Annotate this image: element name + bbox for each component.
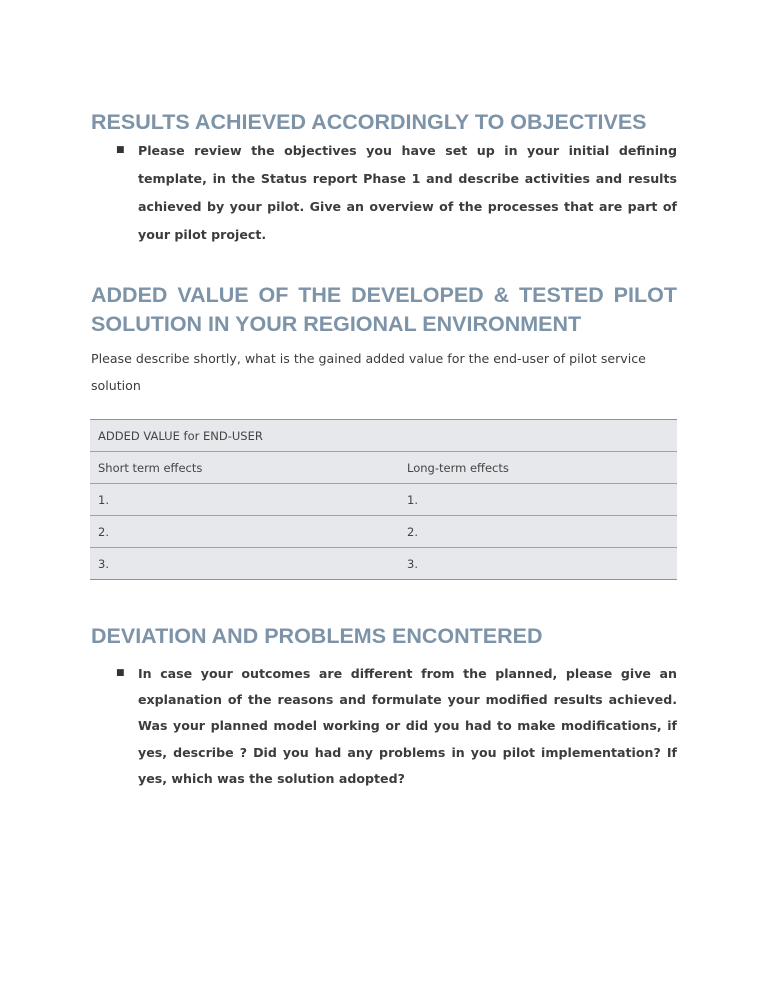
column-header-short-term: Short term effects [90,452,399,484]
heading-added-value: ADDED VALUE OF THE DEVELOPED & TESTED PILOT SOLUTION IN YOUR REGIONAL ENVIRONMENT [91,283,677,336]
added-value-instructions: Please describe shortly, what is the gained added value for the end-user of pilot service solution [91,351,646,393]
table-title-row [90,420,677,452]
table-cell[interactable]: 3. [399,548,677,580]
bullet-marker-icon: ■ [116,145,125,155]
results-instructions: Please review the objectives you have set up in your initial defining template, in the Status report Phase 1 and describe activities and results achieved by your pilot. Give an overview of the processes that are part of your pilot project. [138,143,677,242]
results-bullet [91,137,677,249]
table-title: ADDED VALUE for END-USER [90,420,677,452]
table-cell[interactable]: 3. [90,548,399,580]
table-cell[interactable]: 1. [90,484,399,516]
table-cell[interactable]: 2. [90,516,399,548]
column-header-long-term: Long-term effects [399,452,677,484]
deviation-instructions: In case your outcomes are different from the planned, please give an explanation of the reasons and formulate your modified results achieved. Was your planned model working or did you had to make modifications, if yes, describe ? Did you had any problems in you pilot implementation? If yes, which was the solution adopted? [138,666,677,786]
heading-deviation-problems: DEVIATION AND PROBLEMS ENCONTERED [91,624,543,648]
table-row [90,484,677,516]
added-value-table [90,419,677,580]
heading-results-achieved: RESULTS ACHIEVED ACCORDINGLY TO OBJECTIVES [91,110,647,134]
bullet-marker-icon: ■ [116,668,125,678]
deviation-bullet [91,661,677,792]
table-row [90,516,677,548]
table-cell[interactable]: 2. [399,516,677,548]
table-header-row [90,452,677,484]
table-cell[interactable]: 1. [399,484,677,516]
table-row [90,548,677,580]
